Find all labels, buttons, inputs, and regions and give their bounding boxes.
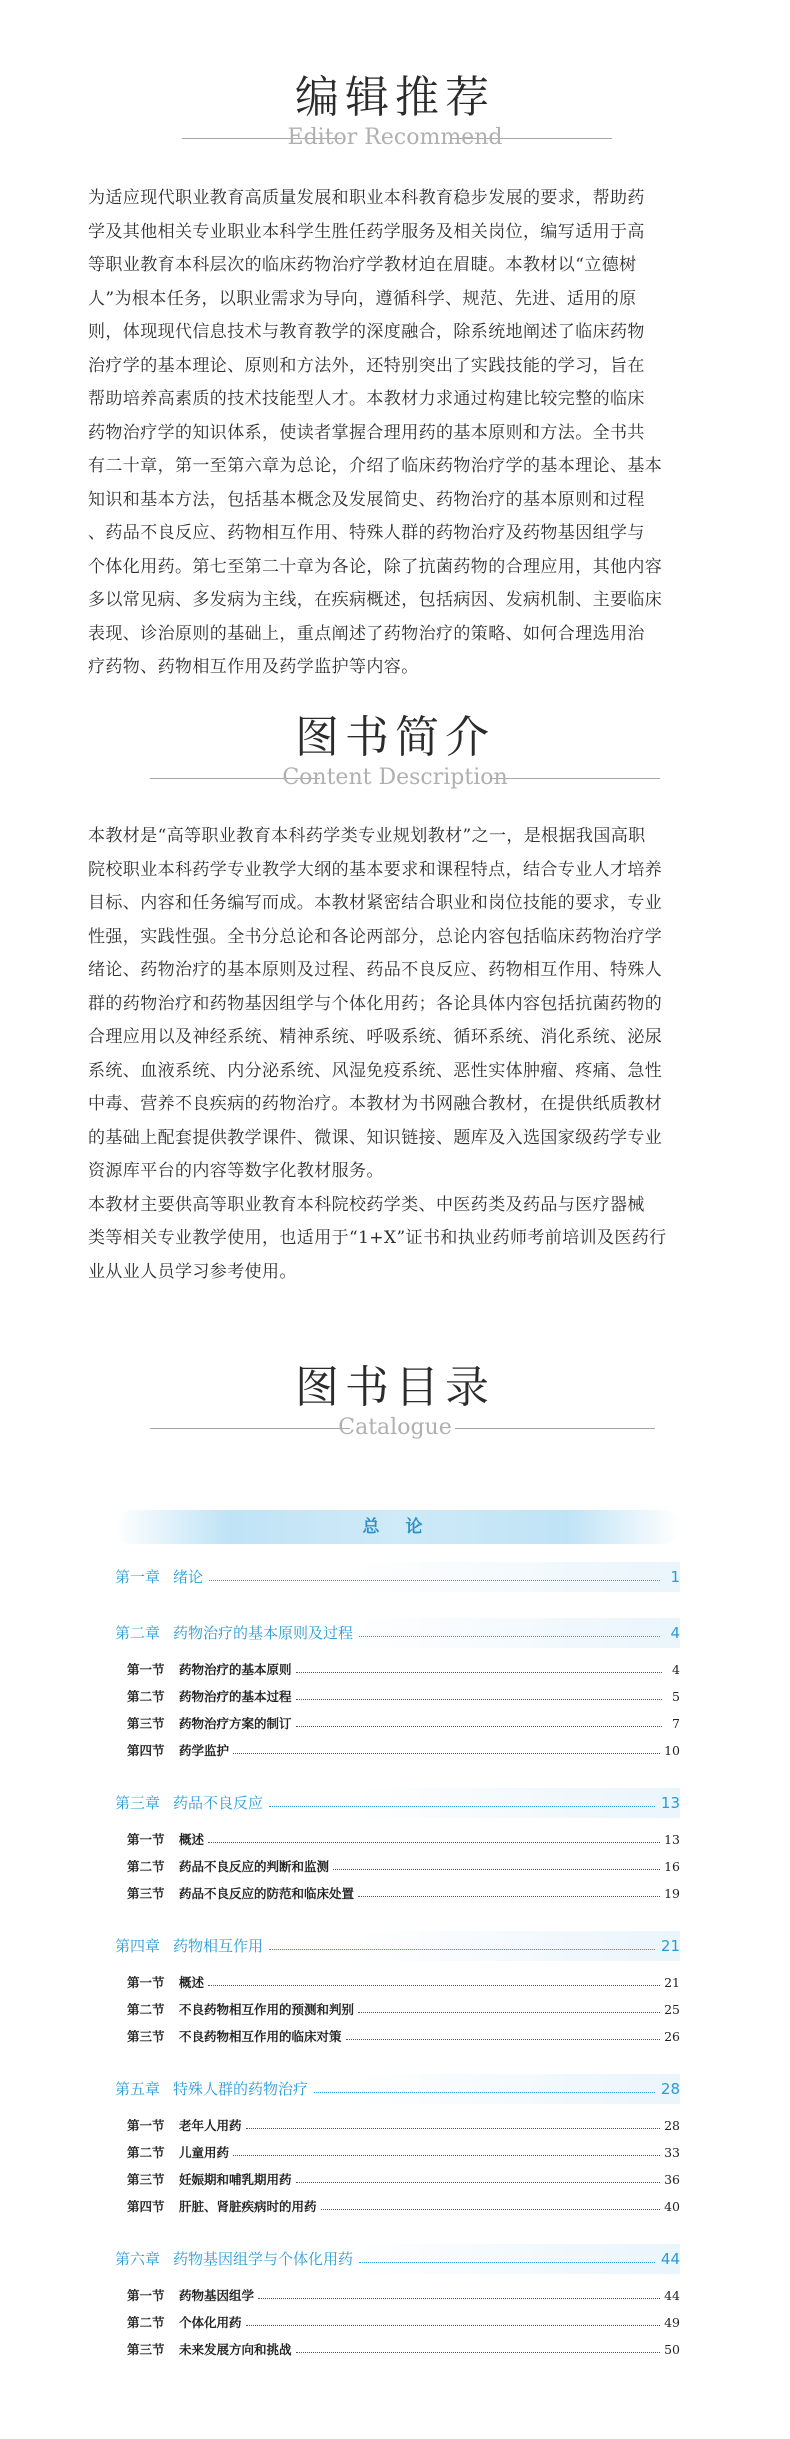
toc-section[interactable] (115, 1826, 680, 1853)
section-number: 第二节 (127, 1689, 165, 1704)
text-line: 本教材是“高等职业教育本科药学类专业规划教材”之一，是根据我国高职 (88, 826, 646, 846)
leader-dots (208, 1842, 660, 1843)
text-line: 个体化用药。第七至第二十章为各论，除了抗菌药物的合理应用，其他内容 (88, 556, 663, 577)
content-description-subtitle: Content Description (282, 765, 508, 790)
section-title: 概述 (179, 1832, 205, 1847)
section-title: 药品不良反应的判断和监测 (179, 1859, 330, 1874)
toc-section[interactable] (115, 2166, 680, 2193)
leader-dots (359, 2262, 655, 2263)
toc-section[interactable] (115, 1969, 680, 1996)
text-line: 本教材主要供高等职业教育本科院校药学类、中医药类及药品与医疗器械 (88, 1194, 645, 1215)
text-line: 表现、诊治原则的基础上，重点阐述了药物治疗的策略、如何合理选用治 (88, 623, 645, 644)
toc-chapter[interactable] (115, 1616, 680, 1650)
chapter-title: 药物基因组学与个体化用药 (173, 2250, 354, 2268)
section-number: 第四节 (127, 2199, 165, 2214)
toc-section[interactable] (115, 1853, 680, 1880)
section-number: 第一节 (127, 1662, 165, 1677)
toc-section[interactable] (115, 2112, 680, 2139)
table-of-contents (115, 1560, 680, 2363)
editor-recommend-body (88, 182, 718, 685)
leader-dots (296, 2182, 661, 2183)
section-page: 7 (672, 1716, 680, 1731)
leader-dots (246, 2325, 661, 2326)
text-line: 治疗学的基本理论、原则和方法外，还特别突出了实践技能的学习，旨在 (88, 355, 645, 376)
section-number: 第一节 (127, 2118, 165, 2133)
text-line: 的基础上配套提供教学课件、微课、知识链接、题库及入选国家级药学专业 (88, 1127, 663, 1148)
section-page: 50 (664, 2342, 680, 2357)
section-title: 不良药物相互作用的预测和判别 (179, 2002, 355, 2017)
section-list (115, 2282, 680, 2363)
section-title: 个体化用药 (179, 2315, 242, 2330)
catalogue-title: 图书目录 (295, 1362, 495, 1413)
section-title: 概述 (179, 1975, 205, 1990)
catalogue-subtitle: Catalogue (338, 1415, 452, 1440)
toc-section[interactable] (115, 2336, 680, 2363)
toc-section[interactable] (115, 2309, 680, 2336)
text-line: 帮助培养高素质的技术技能型人才。本教材力求通过构建比较完整的临床 (88, 389, 645, 409)
chapter-title: 绪论 (173, 1568, 204, 1586)
chapter-page: 28 (660, 2080, 680, 2098)
toc-chapter[interactable] (115, 1560, 680, 1594)
text-line: 药物治疗学的知识体系，使读者掌握合理用药的基本原则和方法。全书共 (88, 422, 645, 443)
text-line: 群的药物治疗和药物基因组学与个体化用药；各论具体内容包括抗菌药物的 (88, 993, 663, 1014)
editor-recommend-subtitle: Editor Recommend (287, 125, 503, 150)
leader-dots (269, 1806, 655, 1807)
content-description-header (0, 710, 790, 794)
section-page: 36 (664, 2172, 680, 2187)
text-line: 业从业人员学习参考使用。 (88, 1261, 297, 1282)
section-number: 第三节 (127, 2342, 165, 2357)
text-line: 系统、血液系统、内分泌系统、风湿免疫系统、恶性实体肿瘤、疼痛、急性 (88, 1060, 663, 1081)
chapter-number: 第五章 (115, 2080, 161, 2098)
chapter-number: 第二章 (115, 1624, 161, 1642)
section-title: 老年人用药 (179, 2118, 242, 2133)
toc-section[interactable] (115, 1737, 680, 1764)
leader-dots (321, 2209, 661, 2210)
section-number: 第四节 (127, 1743, 165, 1758)
toc-section[interactable] (115, 1996, 680, 2023)
toc-section[interactable] (115, 1710, 680, 1737)
section-page: 26 (664, 2029, 680, 2044)
section-list (115, 1969, 680, 2050)
section-number: 第一节 (127, 1975, 165, 1990)
toc-section[interactable] (115, 2139, 680, 2166)
leader-dots (233, 1753, 660, 1754)
section-page: 49 (664, 2315, 680, 2330)
section-number: 第三节 (127, 1716, 165, 1731)
editor-recommend-header (0, 70, 790, 154)
section-page: 10 (664, 1743, 680, 1758)
text-line: 有二十章，第一至第六章为总论，介绍了临床药物治疗学的基本理论、基本 (88, 456, 663, 476)
section-list (115, 1826, 680, 1907)
section-number: 第二节 (127, 1859, 165, 1874)
toc-chapter[interactable] (115, 1786, 680, 1820)
text-line: 疗药物、药物相互作用及药学监护等内容。 (88, 657, 419, 677)
section-title: 肝脏、肾脏疾病时的用药 (179, 2199, 317, 2214)
editor-recommend-title: 编辑推荐 (295, 72, 495, 123)
section-title: 药学监护 (179, 1743, 230, 1758)
chapter-title: 特殊人群的药物治疗 (173, 2080, 309, 2098)
text-line: 中毒、营养不良疾病的药物治疗。本教材为书网融合教材，在提供纸质教材 (88, 1094, 663, 1114)
chapter-title: 药物治疗的基本原则及过程 (173, 1624, 354, 1642)
section-page: 13 (664, 1832, 680, 1847)
toc-chapter[interactable] (115, 2072, 680, 2106)
text-line: 知识和基本方法，包括基本概念及发展简史、药物治疗的基本原则和过程 (88, 489, 645, 510)
toc-chapter[interactable] (115, 1929, 680, 1963)
text-line: 类等相关专业教学使用，也适用于“1+X”证书和执业药师考前培训及医药行 (88, 1228, 667, 1248)
chapter-page: 21 (660, 1937, 680, 1955)
leader-dots (346, 2039, 661, 2040)
section-list (115, 1656, 680, 1764)
section-title: 不良药物相互作用的临床对策 (179, 2029, 342, 2044)
leader-dots (233, 2155, 660, 2156)
section-page: 44 (664, 2288, 680, 2303)
text-line: 等职业教育本科层次的临床药物治疗学教材迫在眉睫。本教材以“立德树 (88, 255, 637, 275)
chapter-number: 第四章 (115, 1937, 161, 1955)
section-page: 19 (664, 1886, 680, 1901)
text-line: 多以常见病、多发病为主线，在疾病概述，包括病因、发病机制、主要临床 (88, 590, 663, 610)
toc-section[interactable] (115, 2193, 680, 2220)
section-title: 药品不良反应的防范和临床处置 (179, 1886, 355, 1901)
section-page: 25 (664, 2002, 680, 2017)
text-line: 合理应用以及神经系统、精神系统、呼吸系统、循环系统、消化系统、泌尿 (88, 1027, 663, 1047)
text-line: 则，体现现代信息技术与教育教学的深度融合，除系统地阐述了临床药物 (88, 322, 645, 342)
toc-section[interactable] (115, 1880, 680, 1907)
section-title: 药物治疗的基本过程 (179, 1689, 292, 1704)
content-description-body (88, 820, 718, 1289)
leader-dots (333, 1869, 660, 1870)
text-line: 院校职业本科药学专业教学大纲的基本要求和课程特点，结合专业人才培养 (88, 859, 663, 880)
leader-dots (258, 2298, 660, 2299)
section-page: 4 (672, 1662, 680, 1677)
section-title: 药物治疗的基本原则 (179, 1662, 292, 1677)
section-number: 第三节 (127, 1886, 165, 1901)
section-page: 16 (664, 1859, 680, 1874)
leader-dots (296, 1726, 662, 1727)
leader-dots (209, 1580, 660, 1581)
section-page: 28 (664, 2118, 680, 2133)
section-number: 第三节 (127, 2172, 165, 2187)
leader-dots (358, 2012, 660, 2013)
section-title: 未来发展方向和挑战 (179, 2342, 292, 2357)
toc-section[interactable] (115, 2023, 680, 2050)
section-title: 儿童用药 (179, 2145, 230, 2160)
leader-dots (314, 2092, 655, 2093)
section-title: 妊娠期和哺乳期用药 (179, 2172, 292, 2187)
chapter-number: 第一章 (115, 1568, 161, 1586)
leader-dots (269, 1949, 655, 1950)
leader-dots (296, 1672, 662, 1673)
leader-dots (208, 1985, 660, 1986)
chapter-number: 第六章 (115, 2250, 161, 2268)
toc-section[interactable] (115, 2282, 680, 2309)
text-line: 为适应现代职业教育高质量发展和职业本科教育稳步发展的要求，帮助药 (88, 188, 645, 208)
text-line: 、药品不良反应、药物相互作用、特殊人群的药物治疗及药物基因组学与 (88, 523, 645, 543)
toc-section[interactable] (115, 1683, 680, 1710)
text-line: 绪论、药物治疗的基本原则及过程、药品不良反应、药物相互作用、特殊人 (88, 960, 663, 980)
chapter-page: 4 (670, 1624, 680, 1642)
section-title: 药物治疗方案的制订 (179, 1716, 292, 1731)
leader-dots (358, 1896, 660, 1897)
leader-dots (296, 1699, 662, 1700)
section-number: 第一节 (127, 2288, 165, 2303)
section-page: 5 (672, 1689, 680, 1704)
section-page: 21 (664, 1975, 680, 1990)
catalogue-header (0, 1360, 790, 1444)
section-number: 第一节 (127, 1832, 165, 1847)
toc-chapter[interactable] (115, 2242, 680, 2276)
text-line: 目标、内容和任务编写而成。本教材紧密结合职业和岗位技能的要求，专业 (88, 893, 663, 913)
section-number: 第二节 (127, 2002, 165, 2017)
chapter-page: 1 (670, 1568, 680, 1586)
text-line: 人”为根本任务，以职业需求为导向，遵循科学、规范、先进、适用的原 (88, 288, 637, 309)
toc-section[interactable] (115, 1656, 680, 1683)
content-description-title: 图书简介 (295, 712, 495, 763)
chapter-number: 第三章 (115, 1794, 161, 1812)
text-line: 性强，实践性强。全书分总论和各论两部分，总论内容包括临床药物治疗学 (88, 926, 663, 947)
text-line: 学及其他相关专业职业本科学生胜任药学服务及相关岗位，编写适用于高 (88, 221, 645, 242)
section-number: 第二节 (127, 2315, 165, 2330)
leader-dots (359, 1636, 660, 1637)
text-line: 资源库平台的内容等数字化教材服务。 (88, 1161, 384, 1181)
chapter-title: 药物相互作用 (173, 1937, 264, 1955)
leader-dots (246, 2128, 661, 2129)
section-number: 第二节 (127, 2145, 165, 2160)
chapter-page: 13 (660, 1794, 680, 1812)
part-general-banner: 总 论 (115, 1510, 680, 1544)
section-page: 33 (664, 2145, 680, 2160)
section-page: 40 (664, 2199, 680, 2214)
section-title: 药物基因组学 (179, 2288, 255, 2303)
chapter-title: 药品不良反应 (173, 1794, 264, 1812)
section-list (115, 2112, 680, 2220)
leader-dots (296, 2352, 661, 2353)
section-number: 第三节 (127, 2029, 165, 2044)
chapter-page: 44 (660, 2250, 680, 2268)
